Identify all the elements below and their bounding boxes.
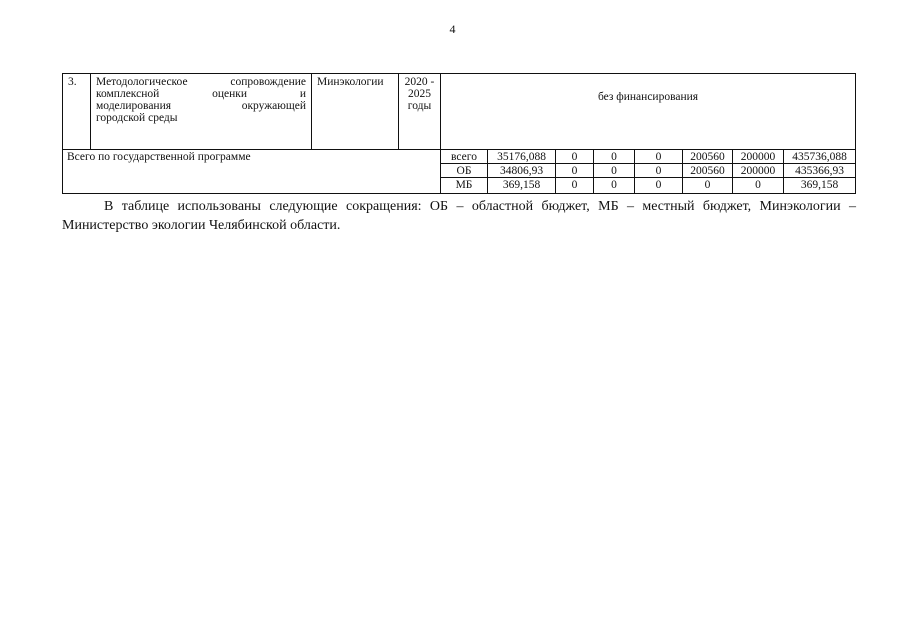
description-word: комплексной [96,88,160,100]
description-word: Методологическое [96,76,188,88]
total-label: Всего по государственной программе [67,151,251,163]
description-line [96,112,306,124]
executor: Минэкологии [317,76,384,88]
total-value: 0 [571,165,578,177]
funding-source: ОБ [456,165,472,177]
total-value: 200560 [690,165,725,177]
description-word: и [299,88,306,100]
total-value: 0 [611,179,617,191]
total-value: 35176,088 [497,151,546,163]
total-value: 0 [755,179,761,191]
total-value: 34806,93 [499,165,544,177]
program-table [62,73,856,194]
description-word: оценки [212,88,248,100]
period-line: 2020 - [404,76,435,88]
total-value: 0 [571,151,578,163]
total-value: 0 [571,179,578,191]
total-value: 369,158 [800,179,839,191]
total-value: 0 [655,179,662,191]
period [399,76,440,112]
description-line [96,76,306,88]
period-line: годы [407,100,432,112]
total-value: 200560 [690,151,725,163]
funding-note: без финансирования [597,91,699,103]
column-separator [311,74,312,149]
description-line [96,88,306,100]
description-word: городской среды [96,112,178,124]
page-number: 4 [449,22,456,36]
total-value: 200000 [740,151,776,163]
total-value: 369,158 [502,179,541,191]
total-value: 0 [611,165,617,177]
description-word: моделирования [96,100,172,112]
column-separator [440,74,441,149]
total-value: 0 [655,165,662,177]
funding-source: всего [451,151,477,163]
row-separator [63,149,855,150]
description-word: окружающей [241,100,306,112]
measure-description [96,76,306,124]
total-value: 0 [611,151,617,163]
total-value: 0 [704,179,711,191]
row-separator [440,163,855,164]
abbreviations-note: В таблице использованы следующие сокращения: ОБ – областной бюджет, МБ – местный бюджет, Минэкологии – Министерство экологии Челябинской области. [62,199,856,233]
row-separator [440,177,855,178]
column-separator [90,74,91,149]
period-line: 2025 [408,88,431,100]
row-number: 3. [68,76,77,88]
total-value: 435366,93 [795,165,844,177]
total-value: 435736,088 [792,151,847,163]
description-line [96,100,306,112]
total-value: 200000 [740,165,776,177]
total-value: 0 [655,151,662,163]
description-word: сопровождение [230,76,306,88]
funding-source: МБ [455,179,473,191]
